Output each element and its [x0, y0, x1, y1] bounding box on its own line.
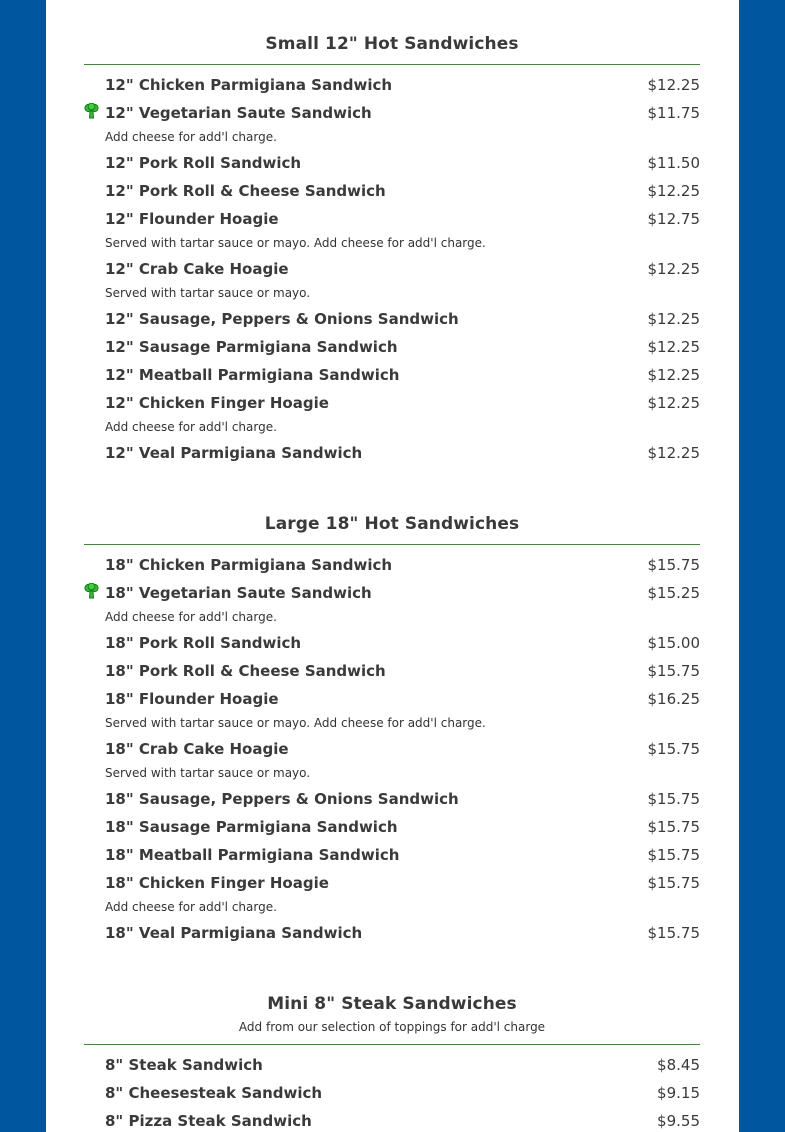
menu-item[interactable] — [84, 1107, 700, 1132]
item-note: Served with tartar sauce or mayo. — [105, 766, 311, 780]
item-name: 12" Crab Cake Hoagie — [105, 260, 289, 278]
item-name: 18" Sausage, Peppers & Onions Sandwich — [105, 790, 459, 808]
item-name: 18" Veal Parmigiana Sandwich — [105, 924, 363, 942]
menu-item[interactable] — [84, 551, 700, 579]
menu-item[interactable] — [84, 735, 700, 785]
item-price: $12.25 — [647, 76, 700, 94]
item-name: 18" Sausage Parmigiana Sandwich — [105, 818, 398, 836]
item-name: 8" Pizza Steak Sandwich — [105, 1112, 312, 1130]
menu-item[interactable] — [84, 255, 700, 305]
item-name: 18" Pork Roll & Cheese Sandwich — [105, 662, 386, 680]
item-price: $15.75 — [647, 818, 700, 836]
menu-section — [84, 33, 700, 467]
item-price: $15.75 — [647, 846, 700, 864]
item-name: 18" Vegetarian Saute Sandwich — [105, 584, 372, 602]
section-title: Small 12" Hot Sandwiches — [265, 34, 519, 54]
item-name: 8" Cheesesteak Sandwich — [105, 1084, 323, 1102]
menu-item[interactable] — [84, 919, 700, 947]
item-name: 12" Chicken Parmigiana Sandwich — [105, 76, 393, 94]
item-price: $12.25 — [647, 366, 700, 384]
section-divider — [84, 544, 700, 545]
item-note: Add cheese for add'l charge. — [105, 130, 277, 144]
section-divider — [84, 64, 700, 65]
item-note: Add cheese for add'l charge. — [105, 610, 277, 624]
item-name: 18" Pork Roll Sandwich — [105, 634, 302, 652]
menu-item[interactable] — [84, 99, 700, 149]
menu-item[interactable] — [84, 389, 700, 439]
item-name: 18" Chicken Parmigiana Sandwich — [105, 556, 393, 574]
item-name: 8" Steak Sandwich — [105, 1056, 263, 1074]
item-name: 12" Vegetarian Saute Sandwich — [105, 104, 372, 122]
section-subtitle: Add from our selection of toppings for add'l charge — [238, 1020, 546, 1034]
menu-section — [84, 513, 700, 947]
item-price: $11.50 — [647, 154, 700, 172]
item-name: 18" Flounder Hoagie — [105, 690, 279, 708]
section-title: Mini 8" Steak Sandwiches — [267, 994, 517, 1014]
menu-item[interactable] — [84, 1051, 700, 1079]
menu-item[interactable] — [84, 1079, 700, 1107]
menu-item[interactable] — [84, 841, 700, 869]
menu-item[interactable] — [84, 439, 700, 467]
item-price: $12.25 — [647, 182, 700, 200]
item-price: $12.75 — [647, 210, 700, 228]
menu-panel — [46, 0, 739, 1132]
menu-item[interactable] — [84, 361, 700, 389]
item-price: $15.75 — [647, 556, 700, 574]
menu-item[interactable] — [84, 149, 700, 177]
section-title: Large 18" Hot Sandwiches — [264, 514, 520, 534]
item-price: $11.75 — [647, 104, 700, 122]
menu-item[interactable] — [84, 629, 700, 657]
item-name: 18" Chicken Finger Hoagie — [105, 874, 329, 892]
item-price: $12.25 — [647, 260, 700, 278]
item-price: $15.75 — [647, 790, 700, 808]
menu-item[interactable] — [84, 785, 700, 813]
section-divider — [84, 1044, 700, 1045]
item-note: Served with tartar sauce or mayo. Add cheese for add'l charge. — [105, 716, 486, 730]
menu-section — [84, 993, 700, 1132]
item-name: 18" Crab Cake Hoagie — [105, 740, 289, 758]
item-note: Add cheese for add'l charge. — [105, 420, 277, 434]
menu-item[interactable] — [84, 205, 700, 255]
item-price: $15.75 — [647, 662, 700, 680]
item-name: 12" Veal Parmigiana Sandwich — [105, 444, 363, 462]
section-items — [84, 71, 700, 467]
menu-item[interactable] — [84, 813, 700, 841]
item-name: 12" Sausage, Peppers & Onions Sandwich — [105, 310, 459, 328]
item-price: $12.25 — [647, 338, 700, 356]
item-price: $15.75 — [647, 740, 700, 758]
menu-item[interactable] — [84, 579, 700, 629]
menu-item[interactable] — [84, 71, 700, 99]
item-note: Served with tartar sauce or mayo. Add cheese for add'l charge. — [105, 236, 486, 250]
menu-item[interactable] — [84, 305, 700, 333]
item-price: $15.75 — [647, 924, 700, 942]
item-price: $15.25 — [647, 584, 700, 602]
section-items — [84, 1051, 700, 1132]
item-price: $16.25 — [647, 690, 700, 708]
item-price: $15.75 — [647, 874, 700, 892]
item-price: $12.25 — [647, 310, 700, 328]
menu-item[interactable] — [84, 685, 700, 735]
menu-item[interactable] — [84, 177, 700, 205]
item-name: 12" Meatball Parmigiana Sandwich — [105, 366, 400, 384]
item-name: 18" Meatball Parmigiana Sandwich — [105, 846, 400, 864]
item-name: 12" Pork Roll & Cheese Sandwich — [105, 182, 386, 200]
item-note: Served with tartar sauce or mayo. — [105, 286, 311, 300]
item-price: $12.25 — [647, 444, 700, 462]
item-price: $8.45 — [657, 1056, 700, 1074]
item-price: $9.15 — [657, 1084, 700, 1102]
section-items — [84, 551, 700, 947]
menu-item[interactable] — [84, 869, 700, 919]
item-name: 12" Chicken Finger Hoagie — [105, 394, 329, 412]
item-price: $9.55 — [657, 1112, 700, 1130]
broccoli-icon — [84, 103, 99, 119]
item-price: $12.25 — [647, 394, 700, 412]
item-name: 12" Sausage Parmigiana Sandwich — [105, 338, 398, 356]
item-name: 12" Flounder Hoagie — [105, 210, 279, 228]
item-note: Add cheese for add'l charge. — [105, 900, 277, 914]
menu-item[interactable] — [84, 333, 700, 361]
menu-item[interactable] — [84, 657, 700, 685]
broccoli-icon — [84, 583, 99, 599]
item-price: $15.00 — [647, 634, 700, 652]
item-name: 12" Pork Roll Sandwich — [105, 154, 302, 172]
